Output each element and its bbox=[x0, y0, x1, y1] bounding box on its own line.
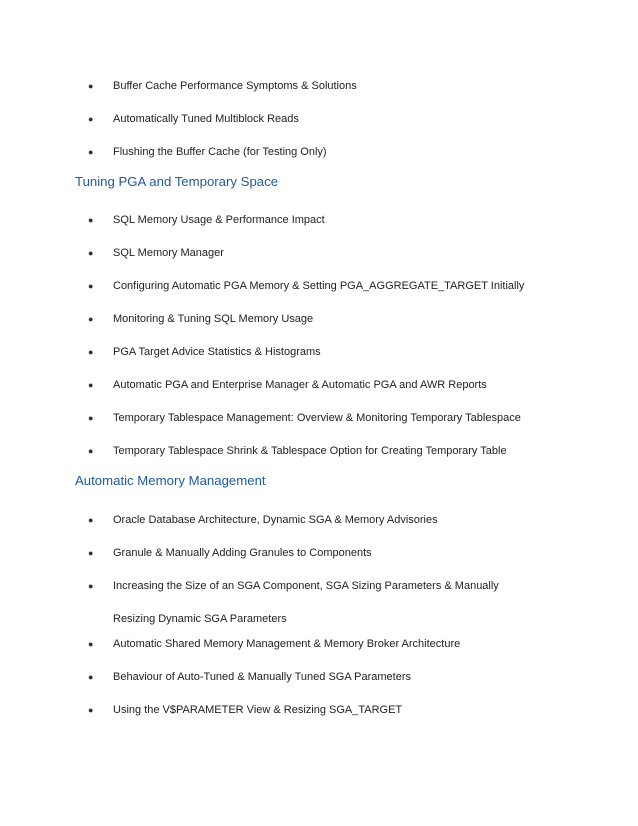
bullet-icon: ● bbox=[88, 705, 94, 715]
list-item-text: Granule & Manually Adding Granules to Components bbox=[113, 547, 372, 559]
list-item bbox=[88, 579, 598, 636]
list-item-text: SQL Memory Manager bbox=[113, 247, 224, 259]
list-item bbox=[88, 312, 598, 326]
bullet-icon: ● bbox=[88, 672, 94, 682]
list-item-text: Temporary Tablespace Shrink & Tablespace Option for Creating Temporary Table bbox=[113, 445, 507, 457]
list-item bbox=[88, 378, 598, 392]
list-item bbox=[88, 345, 598, 359]
list-item bbox=[88, 637, 598, 651]
list-item bbox=[88, 246, 598, 260]
list-item-text: Automatic Shared Memory Management & Memory Broker Architecture bbox=[113, 638, 461, 650]
bullet-icon: ● bbox=[88, 446, 94, 456]
bullet-icon: ● bbox=[88, 548, 94, 558]
list-item bbox=[88, 112, 598, 126]
bullet-icon: ● bbox=[88, 215, 94, 225]
bullet-icon: ● bbox=[88, 114, 94, 124]
bullet-icon: ● bbox=[88, 147, 94, 157]
bullet-icon: ● bbox=[88, 380, 94, 390]
list-item bbox=[88, 546, 598, 560]
list-item-text: Buffer Cache Performance Symptoms & Solutions bbox=[113, 80, 357, 92]
section-heading-automatic-memory: Automatic Memory Management bbox=[75, 473, 266, 488]
list-item-text: Oracle Database Architecture, Dynamic SGA & Memory Advisories bbox=[113, 514, 438, 526]
bullet-icon: ● bbox=[88, 347, 94, 357]
bullet-icon: ● bbox=[88, 413, 94, 423]
list-item-text: Flushing the Buffer Cache (for Testing Only) bbox=[113, 146, 327, 158]
section-heading-tuning-pga: Tuning PGA and Temporary Space bbox=[75, 174, 279, 189]
bullet-icon: ● bbox=[88, 639, 94, 649]
list-item bbox=[88, 213, 598, 227]
list-item-text: Configuring Automatic PGA Memory & Setting PGA_AGGREGATE_TARGET Initially bbox=[113, 280, 525, 292]
list-item-text: PGA Target Advice Statistics & Histograms bbox=[113, 346, 321, 358]
bullet-icon: ● bbox=[88, 581, 94, 591]
list-item bbox=[88, 279, 598, 293]
bullet-icon: ● bbox=[88, 314, 94, 324]
list-item bbox=[88, 703, 598, 717]
list-item bbox=[88, 411, 598, 425]
list-item bbox=[88, 670, 598, 684]
list-item-text: Using the V$PARAMETER View & Resizing SGA_TARGET bbox=[113, 704, 403, 716]
list-item bbox=[88, 79, 598, 93]
list-item-text: Automatic PGA and Enterprise Manager & Automatic PGA and AWR Reports bbox=[113, 379, 487, 391]
bullet-icon: ● bbox=[88, 81, 94, 91]
list-item-text: Monitoring & Tuning SQL Memory Usage bbox=[113, 313, 314, 325]
list-item bbox=[88, 444, 598, 458]
list-item-text: Increasing the Size of an SGA Component, SGA Sizing Parameters & Manually Resizing Dynamic SGA Parameters bbox=[113, 580, 499, 625]
bullet-icon: ● bbox=[88, 248, 94, 258]
bullet-icon: ● bbox=[88, 515, 94, 525]
list-item bbox=[88, 513, 598, 527]
list-item-text: Automatically Tuned Multiblock Reads bbox=[113, 113, 299, 125]
list-item-text: SQL Memory Usage & Performance Impact bbox=[113, 214, 325, 226]
list-item-text: Temporary Tablespace Management: Overview & Monitoring Temporary Tablespace bbox=[113, 412, 521, 424]
list-item bbox=[88, 145, 598, 159]
bullet-icon: ● bbox=[88, 281, 94, 291]
list-item-text: Behaviour of Auto-Tuned & Manually Tuned SGA Parameters bbox=[113, 671, 411, 683]
